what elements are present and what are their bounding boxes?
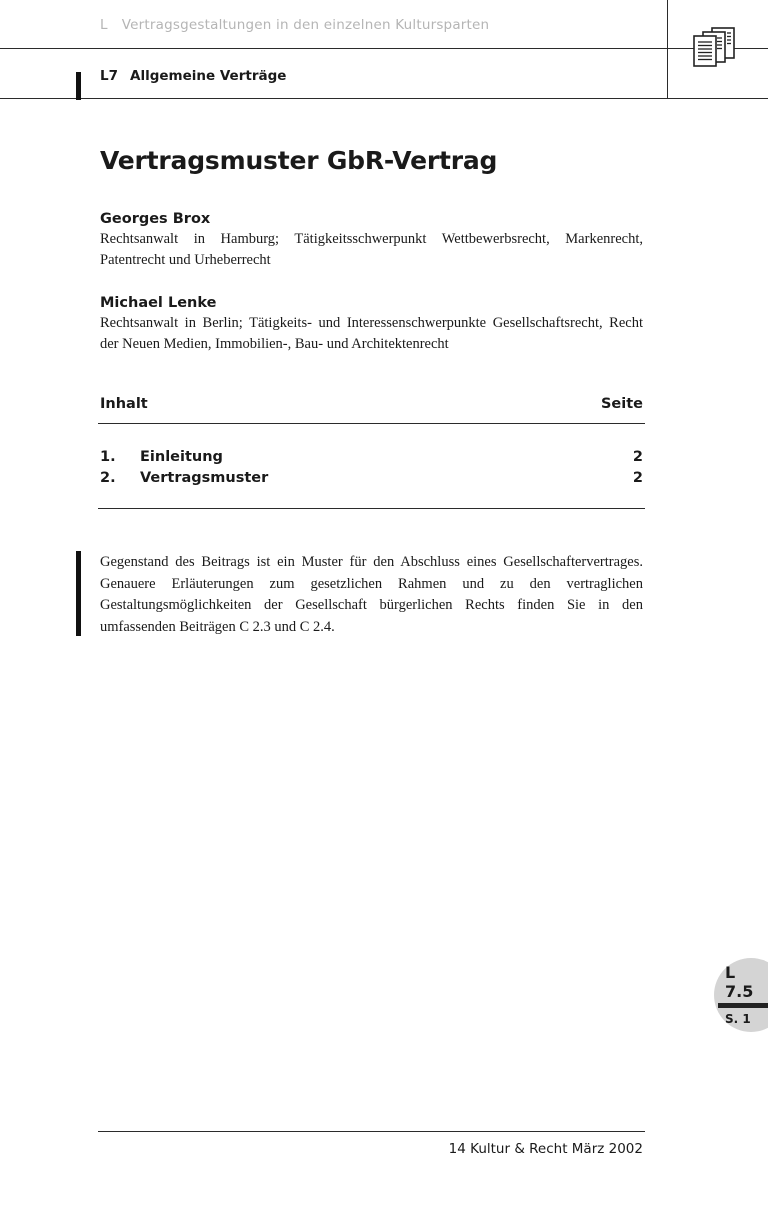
author-description: Rechtsanwalt in Berlin; Tätigkeits- und Interessenschwerpunkte Gesellschaftsrecht, Recht der Neuen Medien, Immobilien-, Bau- und Architektenrecht bbox=[100, 315, 643, 352]
chapter-title: Vertragsgestaltungen in den einzelnen Kultursparten bbox=[121, 17, 490, 33]
toc-header bbox=[100, 396, 643, 412]
toc-heading-page: Seite bbox=[600, 396, 643, 412]
header-divider-vertical bbox=[667, 0, 668, 99]
toc-item-number: 2. bbox=[100, 470, 116, 486]
side-tab-bar bbox=[718, 1003, 768, 1008]
chapter-header bbox=[100, 17, 489, 33]
toc-item-label: Vertragsmuster bbox=[140, 470, 269, 486]
toc-item-label: Einleitung bbox=[140, 449, 223, 465]
side-tab-number: 7.5 bbox=[725, 982, 754, 1001]
section-title: Allgemeine Verträge bbox=[130, 68, 287, 84]
chapter-side-tab bbox=[714, 958, 768, 1032]
section-code: L7 bbox=[100, 68, 118, 84]
author-name: Michael Lenke bbox=[100, 295, 217, 311]
toc-item[interactable] bbox=[100, 447, 643, 467]
author-block bbox=[100, 209, 643, 271]
toc-item-page: 2 bbox=[632, 449, 643, 465]
section-header bbox=[100, 68, 286, 84]
toc-divider-bottom bbox=[98, 508, 645, 509]
footer-text: 14 Kultur & Recht März 2002 bbox=[448, 1141, 643, 1157]
footer-divider bbox=[98, 1131, 645, 1132]
abstract-marker-bar bbox=[76, 551, 81, 636]
page-title: Vertragsmuster GbR-Vertrag bbox=[100, 146, 498, 175]
abstract-text: Gegenstand des Beitrags ist ein Muster für den Abschluss eines Gesellschaftervertrages. Genauere Erläuterungen zum gesetzlichen Rahmen und zu den vertraglichen Gestaltungsmöglichkeiten der Gesellschaft bürgerlichen Rechts finden Sie in den umfassenden Beiträgen C 2.3 und C 2.4. bbox=[100, 554, 643, 635]
toc-item[interactable] bbox=[100, 468, 643, 488]
section-marker-bar bbox=[76, 72, 81, 100]
chapter-letter: L bbox=[100, 17, 108, 33]
toc-item-number: 1. bbox=[100, 449, 116, 465]
side-tab-page: S. 1 bbox=[725, 1012, 751, 1026]
author-description: Rechtsanwalt in Hamburg; Tätigkeitsschwerpunkt Wettbewerbsrecht, Markenrecht, Patentrecht und Urheberrecht bbox=[100, 231, 643, 268]
author-block bbox=[100, 293, 643, 355]
documents-icon bbox=[690, 26, 738, 70]
header-divider-bottom bbox=[0, 98, 768, 99]
toc-item-page: 2 bbox=[632, 470, 643, 486]
toc-heading-contents: Inhalt bbox=[100, 396, 148, 412]
author-name: Georges Brox bbox=[100, 211, 211, 227]
side-tab-letter: L bbox=[725, 963, 736, 982]
header-divider-top bbox=[0, 48, 768, 49]
toc-divider-top bbox=[98, 423, 645, 424]
